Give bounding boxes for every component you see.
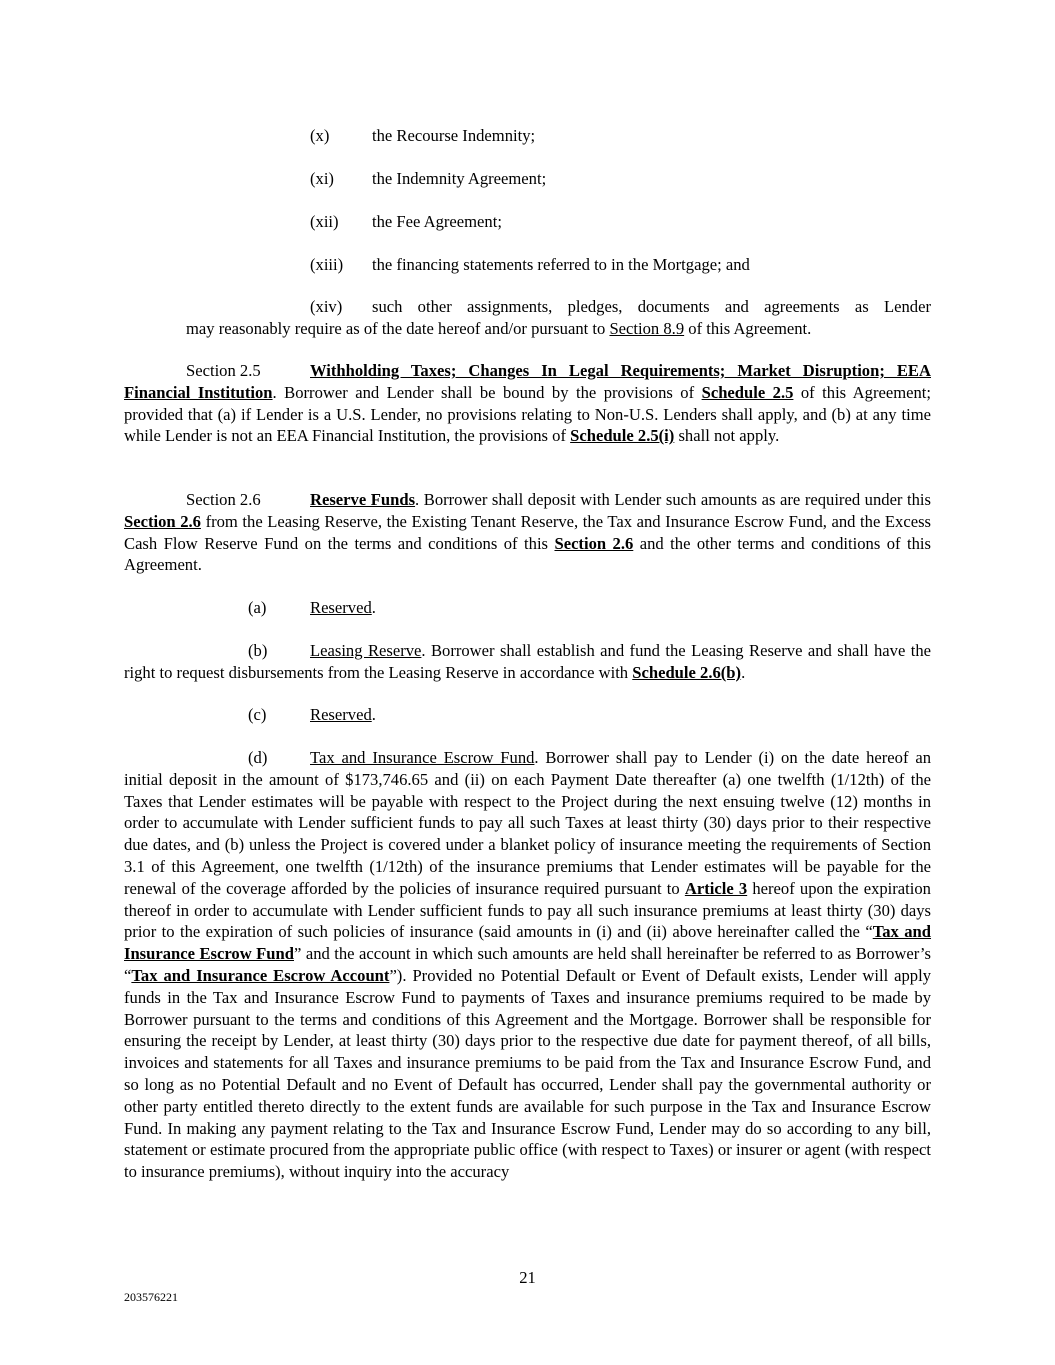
- subsection-d: [124, 747, 931, 1183]
- subsection-c-title: Reserved: [310, 705, 372, 724]
- section-2-5-number: Section 2.5: [186, 361, 261, 380]
- list-item-text-end: of this Agreement.: [684, 318, 812, 338]
- list-item-number: (xiii): [310, 255, 344, 274]
- schedule-2-5-reference[interactable]: Schedule 2.5: [701, 382, 794, 402]
- list-item-text: the financing statements referred to in the Mortgage; and: [372, 255, 750, 274]
- section-2-6-paragraph: [124, 489, 931, 576]
- list-item-text-continued: may reasonably require as of the date hereof and/or pursuant to: [186, 318, 610, 338]
- subsection-a-period: .: [371, 598, 376, 617]
- schedule-2-6b-reference[interactable]: Schedule 2.6(b): [632, 662, 742, 682]
- section-2-6-text-1: . Borrower shall deposit with Lender such amounts as are required under this: [415, 490, 931, 509]
- list-item-number: (xi): [310, 169, 334, 188]
- subsection-a: [124, 597, 931, 619]
- list-item: [310, 211, 502, 233]
- subsection-c-period: .: [371, 705, 376, 724]
- subsection-b-number: (b): [248, 641, 268, 660]
- list-item: [310, 254, 750, 276]
- defined-term-escrow-fund: Tax and Insurance Escrow Fund: [124, 922, 932, 964]
- list-item-number: (xiv): [310, 297, 343, 316]
- subsection-d-text-2: hereof upon the expiration thereof in order to accumulate with Lender sufficient funds to pay all such insurance premiums at least thirty (30) days prior to the expiration of such policies of insurance (said amounts in (i) and (ii) above hereinafter called the “: [124, 878, 931, 942]
- subsection-d-title: Tax and Insurance Escrow Fund: [310, 748, 535, 767]
- list-item-text: the Fee Agreement;: [372, 212, 502, 231]
- subsection-d-text-4: ”). Provided no Potential Default or Event of Default exists, Lender will apply funds in the Tax and Insurance Escrow Fund to payments of Taxes and insurance premiums required to be made by Borrower pursuant to the terms and conditions of this Agreement and the Mortgage. Borrower shall be responsible for ensuring the receipt by Lender, at least thirty (30) days prior to the respective due date for payment thereof, of all bills, invoices and statements for all Taxes and insurance premiums to be paid from the Tax and Insurance Escrow Fund, and so long as no Potential Default and no Event of Default has occurred, Lender shall pay the governmental authority or other party entitled thereto directly to the extent funds are available for such purpose in the Tax and Insurance Escrow Fund. In making any payment relating to the Tax and Insurance Escrow Fund, Lender may do so according to any bill, statement or estimate procured from the appropriate public office (with respect to Taxes) or insurer or agent (with respect to insurance premiums), without inquiry into the accuracy: [124, 965, 932, 1182]
- list-item: [310, 168, 546, 190]
- list-item: [310, 125, 535, 147]
- section-2-6-text-2: from the Leasing Reserve, the Existing Tenant Reserve, the Tax and Insurance Escrow Fund, and the Excess Cash Flow Reserve Fund on the terms and conditions of this: [124, 511, 931, 553]
- section-2-5-text-1: . Borrower and Lender shall be bound by the provisions of: [272, 382, 702, 402]
- section-2-5-text-3: shall not apply.: [674, 426, 780, 446]
- section-2-5-text-2: of this Agreement; provided that (a) if Lender is a U.S. Lender, no provisions relating to Non-U.S. Lenders shall apply, and (b) at any time while Lender is not an EEA Financial Institution, the provisions of: [124, 382, 932, 446]
- subsection-b-text-2: .: [741, 662, 746, 682]
- subsection-a-title: Reserved: [310, 598, 372, 617]
- subsection-d-text-3: ” and the account in which such amounts are held shall hereinafter be referred to as Borrower’s “: [124, 944, 931, 985]
- subsection-b-text-1: . Borrower shall establish and fund the Leasing Reserve and shall have the right to request disbursements from the Leasing Reserve in accordance with: [124, 641, 931, 682]
- section-2-6-reference[interactable]: Section 2.6: [554, 533, 634, 553]
- section-8-9-reference[interactable]: Section 8.9: [609, 318, 685, 338]
- defined-term-escrow-account: Tax and Insurance Escrow Account: [131, 965, 390, 985]
- subsection-c: [124, 704, 931, 726]
- subsection-c-number: (c): [248, 705, 267, 724]
- subsection-b-title: Leasing Reserve: [310, 641, 422, 660]
- list-item-text: such other assignments, pledges, documents and agreements as Lender: [372, 297, 931, 316]
- subsection-a-number: (a): [248, 598, 267, 617]
- list-item-number: (xii): [310, 212, 339, 231]
- list-item-text: the Recourse Indemnity;: [372, 126, 536, 145]
- page-number: 21: [519, 1268, 536, 1287]
- section-2-6-heading: Reserve Funds: [310, 490, 416, 509]
- article-3-reference[interactable]: Article 3: [684, 878, 748, 898]
- section-2-6-reference[interactable]: Section 2.6: [124, 511, 201, 531]
- list-item-number: (x): [310, 126, 330, 145]
- subsection-b: [124, 640, 931, 684]
- section-2-5-heading: Withholding Taxes; Changes In Legal Requirements; Market Disruption; EEA Financial Institution: [124, 361, 931, 402]
- document-id: 203576221: [124, 1290, 178, 1304]
- schedule-2-5i-reference[interactable]: Schedule 2.5(i): [570, 426, 675, 446]
- subsection-d-text-1: . Borrower shall pay to Lender (i) on the date hereof an initial deposit in the amount of $173,746.65 and (ii) on each Payment Date thereafter (a) one twelfth (1/12th) of the Taxes that Lender estimates will be payable with respect to the Project during the next ensuing twelve (12) months in order to accumulate with Lender sufficient funds to pay all such Taxes at least thirty (30) days prior to their respective due dates, and (b) unless the Project is covered under a blanket policy of insurance meeting the requirements of Section 3.1 of this Agreement, one twelfth (1/12th) of the insurance premiums that Lender estimates will be payable for the renewal of the coverage afforded by the policies of insurance required pursuant to: [124, 748, 932, 898]
- section-2-6-text-3: and the other terms and conditions of this Agreement.: [124, 533, 931, 575]
- section-2-6-number: Section 2.6: [186, 490, 261, 509]
- section-2-5-paragraph: [124, 360, 931, 447]
- subsection-d-number: (d): [248, 748, 268, 767]
- list-item-text: the Indemnity Agreement;: [372, 169, 547, 188]
- list-item-xiv: [186, 296, 931, 340]
